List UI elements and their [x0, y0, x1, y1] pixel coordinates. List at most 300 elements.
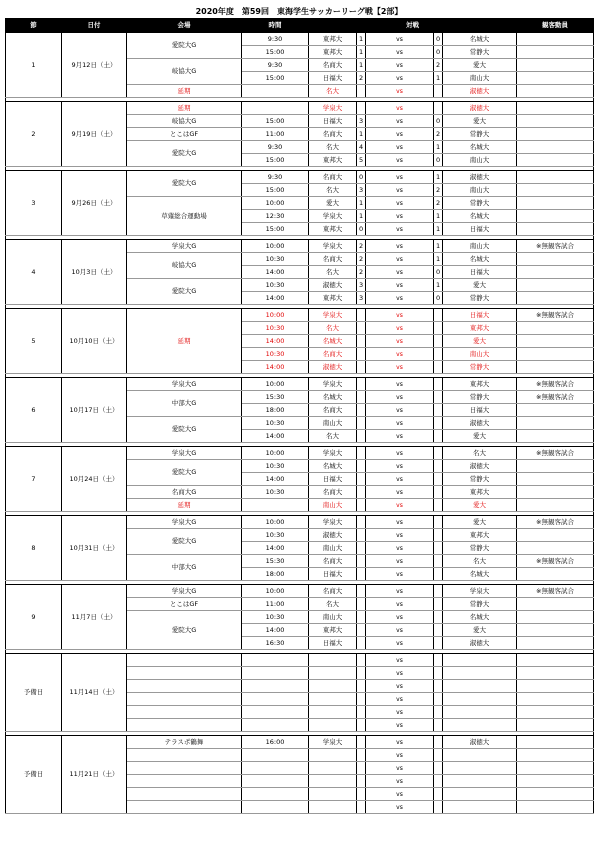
header-time: 時間: [242, 19, 309, 33]
away-team: 名城大: [443, 568, 517, 581]
away-team: 淑徳大: [443, 460, 517, 473]
venue-name: 中部大G: [127, 391, 242, 417]
header-section: 節: [6, 19, 62, 33]
venue-name: 学泉大G: [127, 585, 242, 598]
vs-label: vs: [366, 391, 434, 404]
home-team: 東邦大: [309, 223, 357, 236]
home-score: [357, 322, 366, 335]
away-score: [434, 460, 443, 473]
home-team: 学泉大: [309, 210, 357, 223]
home-team: 名大: [309, 598, 357, 611]
vs-label: vs: [366, 417, 434, 430]
kickoff-time: [242, 719, 309, 732]
home-team: 名城大: [309, 391, 357, 404]
venue-name: 愛院大G: [127, 33, 242, 59]
home-team: [309, 680, 357, 693]
vs-label: vs: [366, 210, 434, 223]
match-row: [6, 240, 594, 253]
home-score: [357, 499, 366, 512]
away-team: 名城大: [443, 33, 517, 46]
away-score: 0: [434, 292, 443, 305]
away-score: [434, 555, 443, 568]
vs-label: vs: [366, 693, 434, 706]
away-score: [434, 473, 443, 486]
match-date: 9月19日（土）: [62, 102, 127, 167]
kickoff-time: 10:00: [242, 197, 309, 210]
home-team: 名大: [309, 322, 357, 335]
home-score: [357, 788, 366, 801]
spectator-note: ※無観客試合: [517, 391, 594, 404]
kickoff-time: 15:00: [242, 223, 309, 236]
away-team: [443, 749, 517, 762]
away-score: [434, 568, 443, 581]
spectator-note: [517, 266, 594, 279]
away-score: 2: [434, 197, 443, 210]
away-team: 南山大: [443, 348, 517, 361]
home-team: 東邦大: [309, 292, 357, 305]
away-team: 日福大: [443, 223, 517, 236]
kickoff-time: 9:30: [242, 141, 309, 154]
match-row: [6, 654, 594, 667]
venue-name: 学泉大G: [127, 516, 242, 529]
home-score: [357, 654, 366, 667]
vs-label: vs: [366, 568, 434, 581]
spectator-note: [517, 706, 594, 719]
away-team: 南山大: [443, 240, 517, 253]
away-score: [434, 693, 443, 706]
vs-label: vs: [366, 240, 434, 253]
match-row: [6, 102, 594, 115]
spectator-note: [517, 85, 594, 98]
home-team: 愛大: [309, 197, 357, 210]
schedule-body: [6, 33, 594, 814]
venue-name: 名商大G: [127, 486, 242, 499]
away-team: 常静大: [443, 542, 517, 555]
section-number: 1: [6, 33, 62, 98]
home-score: [357, 430, 366, 443]
away-team: 愛大: [443, 115, 517, 128]
vs-label: vs: [366, 447, 434, 460]
kickoff-time: 10:00: [242, 585, 309, 598]
away-team: 淑徳大: [443, 102, 517, 115]
vs-label: vs: [366, 516, 434, 529]
header-row: [6, 19, 594, 33]
venue-name: 延期: [127, 102, 242, 115]
header-match: 対戦: [309, 19, 517, 33]
home-team: 名城大: [309, 335, 357, 348]
kickoff-time: 15:00: [242, 115, 309, 128]
home-team: [309, 654, 357, 667]
away-score: [434, 529, 443, 542]
kickoff-time: 10:30: [242, 529, 309, 542]
vs-label: vs: [366, 184, 434, 197]
section-number: 3: [6, 171, 62, 236]
home-score: 1: [357, 197, 366, 210]
spectator-note: [517, 568, 594, 581]
home-team: 名城大: [309, 460, 357, 473]
away-team: 名城大: [443, 611, 517, 624]
away-score: [434, 516, 443, 529]
venue-name: 草薙総合運動場: [127, 197, 242, 236]
home-team: [309, 693, 357, 706]
home-score: [357, 391, 366, 404]
vs-label: vs: [366, 197, 434, 210]
kickoff-time: [242, 654, 309, 667]
away-score: [434, 775, 443, 788]
away-team: 淑徳大: [443, 417, 517, 430]
home-score: [357, 473, 366, 486]
spectator-note: ※無観客試合: [517, 555, 594, 568]
venue-name: [127, 654, 242, 667]
vs-label: vs: [366, 486, 434, 499]
spectator-note: [517, 171, 594, 184]
vs-label: vs: [366, 529, 434, 542]
match-row: [6, 171, 594, 184]
away-score: 0: [434, 46, 443, 59]
home-score: [357, 460, 366, 473]
home-score: 0: [357, 171, 366, 184]
spectator-note: [517, 322, 594, 335]
away-score: 0: [434, 266, 443, 279]
spectator-note: [517, 279, 594, 292]
away-team: 常静大: [443, 46, 517, 59]
home-team: 日福大: [309, 115, 357, 128]
away-team: 淑徳大: [443, 637, 517, 650]
home-score: 3: [357, 292, 366, 305]
vs-label: vs: [366, 46, 434, 59]
spectator-note: [517, 542, 594, 555]
kickoff-time: 14:00: [242, 430, 309, 443]
section-number: 8: [6, 516, 62, 581]
away-team: 常静大: [443, 361, 517, 374]
away-score: [434, 706, 443, 719]
home-score: [357, 693, 366, 706]
home-team: 名大: [309, 141, 357, 154]
home-score: [357, 486, 366, 499]
venue-name: 愛院大G: [127, 460, 242, 486]
away-score: [434, 585, 443, 598]
spectator-note: [517, 775, 594, 788]
spectator-note: [517, 128, 594, 141]
spectator-note: [517, 499, 594, 512]
away-team: 愛大: [443, 499, 517, 512]
kickoff-time: [242, 801, 309, 814]
venue-name: 岐協大G: [127, 253, 242, 279]
match-row: [6, 516, 594, 529]
kickoff-time: 18:00: [242, 404, 309, 417]
kickoff-time: 14:00: [242, 292, 309, 305]
match-date: 10月24日（土）: [62, 447, 127, 512]
venue-name: 学泉大G: [127, 447, 242, 460]
home-team: 日福大: [309, 473, 357, 486]
vs-label: vs: [366, 128, 434, 141]
match-row: [6, 309, 594, 322]
home-team: [309, 706, 357, 719]
home-team: [309, 667, 357, 680]
kickoff-time: 10:30: [242, 348, 309, 361]
kickoff-time: [242, 749, 309, 762]
spectator-note: [517, 361, 594, 374]
home-team: 名大: [309, 85, 357, 98]
away-score: [434, 736, 443, 749]
venue-name: 愛院大G: [127, 529, 242, 555]
home-team: [309, 775, 357, 788]
away-score: [434, 499, 443, 512]
away-team: [443, 667, 517, 680]
home-score: [357, 637, 366, 650]
vs-label: vs: [366, 801, 434, 814]
away-team: 愛大: [443, 279, 517, 292]
venue-name: 中部大G: [127, 555, 242, 581]
away-team: 日福大: [443, 266, 517, 279]
spectator-note: [517, 404, 594, 417]
away-team: [443, 706, 517, 719]
away-team: 南山大: [443, 184, 517, 197]
away-team: 淑徳大: [443, 171, 517, 184]
spectator-note: [517, 598, 594, 611]
match-date: 11月7日（土）: [62, 585, 127, 650]
kickoff-time: 10:00: [242, 516, 309, 529]
away-team: 淑徳大: [443, 736, 517, 749]
home-team: 東邦大: [309, 154, 357, 167]
home-team: 東邦大: [309, 46, 357, 59]
spectator-note: [517, 72, 594, 85]
away-score: [434, 430, 443, 443]
vs-label: vs: [366, 555, 434, 568]
home-score: 1: [357, 33, 366, 46]
away-score: 2: [434, 128, 443, 141]
away-score: [434, 404, 443, 417]
home-team: [309, 762, 357, 775]
vs-label: vs: [366, 788, 434, 801]
vs-label: vs: [366, 624, 434, 637]
away-team: 名大: [443, 555, 517, 568]
vs-label: vs: [366, 72, 434, 85]
kickoff-time: 14:00: [242, 624, 309, 637]
section-number: 9: [6, 585, 62, 650]
home-score: 2: [357, 72, 366, 85]
vs-label: vs: [366, 115, 434, 128]
away-team: 東邦大: [443, 529, 517, 542]
away-score: [434, 335, 443, 348]
kickoff-time: 9:30: [242, 171, 309, 184]
home-team: 淑徳大: [309, 529, 357, 542]
vs-label: vs: [366, 154, 434, 167]
home-score: [357, 417, 366, 430]
vs-label: vs: [366, 141, 434, 154]
vs-label: vs: [366, 430, 434, 443]
vs-label: vs: [366, 404, 434, 417]
schedule-sheet: [5, 5, 593, 814]
away-score: 1: [434, 141, 443, 154]
vs-label: vs: [366, 292, 434, 305]
spectator-note: [517, 292, 594, 305]
away-score: 1: [434, 171, 443, 184]
away-team: [443, 693, 517, 706]
vs-label: vs: [366, 611, 434, 624]
spectator-note: [517, 529, 594, 542]
kickoff-time: [242, 775, 309, 788]
kickoff-time: 10:30: [242, 486, 309, 499]
vs-label: vs: [366, 667, 434, 680]
spectator-note: [517, 749, 594, 762]
kickoff-time: 15:00: [242, 184, 309, 197]
spectator-note: ※無観客試合: [517, 240, 594, 253]
vs-label: vs: [366, 654, 434, 667]
away-score: [434, 322, 443, 335]
home-team: 日福大: [309, 568, 357, 581]
spectator-note: [517, 253, 594, 266]
home-score: [357, 85, 366, 98]
kickoff-time: 10:30: [242, 611, 309, 624]
home-team: 名商大: [309, 486, 357, 499]
kickoff-time: [242, 762, 309, 775]
home-score: [357, 736, 366, 749]
match-date: 10月17日（土）: [62, 378, 127, 443]
away-score: 1: [434, 253, 443, 266]
home-score: 2: [357, 240, 366, 253]
home-team: 学泉大: [309, 447, 357, 460]
home-score: [357, 335, 366, 348]
section-number: 予備日: [6, 736, 62, 814]
vs-label: vs: [366, 473, 434, 486]
match-row: [6, 33, 594, 46]
away-score: [434, 654, 443, 667]
venue-name: 延期: [127, 85, 242, 98]
away-score: [434, 361, 443, 374]
venue-name: 学泉大G: [127, 240, 242, 253]
venue-name: 愛院大G: [127, 171, 242, 197]
away-score: [434, 680, 443, 693]
away-score: 1: [434, 240, 443, 253]
vs-label: vs: [366, 736, 434, 749]
match-row: [6, 447, 594, 460]
spectator-note: [517, 348, 594, 361]
home-score: 3: [357, 279, 366, 292]
match-date: 10月31日（土）: [62, 516, 127, 581]
spectator-note: [517, 736, 594, 749]
vs-label: vs: [366, 542, 434, 555]
vs-label: vs: [366, 499, 434, 512]
away-score: 1: [434, 210, 443, 223]
spectator-note: [517, 460, 594, 473]
away-score: [434, 102, 443, 115]
home-score: [357, 749, 366, 762]
venue-name: [127, 667, 242, 680]
spectator-note: ※無観客試合: [517, 585, 594, 598]
kickoff-time: 10:30: [242, 417, 309, 430]
spectator-note: [517, 473, 594, 486]
home-team: 学泉大: [309, 378, 357, 391]
away-team: 常静大: [443, 292, 517, 305]
home-score: [357, 447, 366, 460]
away-team: 淑徳大: [443, 85, 517, 98]
spectator-note: ※無観客試合: [517, 309, 594, 322]
spectator-note: [517, 762, 594, 775]
home-score: 1: [357, 46, 366, 59]
kickoff-time: 9:30: [242, 59, 309, 72]
home-score: [357, 680, 366, 693]
match-date: 9月26日（土）: [62, 171, 127, 236]
away-team: [443, 775, 517, 788]
home-score: [357, 542, 366, 555]
vs-label: vs: [366, 378, 434, 391]
away-score: [434, 486, 443, 499]
kickoff-time: 15:30: [242, 555, 309, 568]
spectator-note: [517, 115, 594, 128]
home-score: [357, 624, 366, 637]
venue-name: [127, 719, 242, 732]
section-number: 4: [6, 240, 62, 305]
home-team: [309, 749, 357, 762]
kickoff-time: 14:00: [242, 335, 309, 348]
kickoff-time: 12:30: [242, 210, 309, 223]
home-score: 3: [357, 184, 366, 197]
away-score: [434, 749, 443, 762]
venue-name: [127, 693, 242, 706]
away-team: 愛大: [443, 430, 517, 443]
spectator-note: [517, 33, 594, 46]
home-team: [309, 801, 357, 814]
kickoff-time: [242, 706, 309, 719]
home-team: 学泉大: [309, 309, 357, 322]
match-date: 11月14日（土）: [62, 654, 127, 732]
match-date: 11月21日（土）: [62, 736, 127, 814]
venue-name: 愛院大G: [127, 417, 242, 443]
vs-label: vs: [366, 309, 434, 322]
venue-name: 延期: [127, 499, 242, 512]
kickoff-time: 15:00: [242, 46, 309, 59]
vs-label: vs: [366, 85, 434, 98]
away-team: [443, 654, 517, 667]
spectator-note: [517, 59, 594, 72]
kickoff-time: [242, 693, 309, 706]
venue-name: [127, 680, 242, 693]
home-team: 名大: [309, 184, 357, 197]
page-title: 2020年度 第59回 東海学生サッカーリーグ戦【2部】: [195, 7, 403, 16]
match-date: 10月3日（土）: [62, 240, 127, 305]
away-score: [434, 637, 443, 650]
spectator-note: [517, 46, 594, 59]
away-score: [434, 85, 443, 98]
venue-name: [127, 706, 242, 719]
kickoff-time: 10:00: [242, 309, 309, 322]
home-score: [357, 404, 366, 417]
spectator-note: [517, 611, 594, 624]
kickoff-time: 11:00: [242, 598, 309, 611]
spectator-note: [517, 141, 594, 154]
away-team: 愛大: [443, 59, 517, 72]
vs-label: vs: [366, 171, 434, 184]
spectator-note: [517, 788, 594, 801]
spectator-note: [517, 486, 594, 499]
vs-label: vs: [366, 102, 434, 115]
away-score: [434, 348, 443, 361]
home-score: [357, 568, 366, 581]
header-staff: 観客動員: [517, 19, 594, 33]
home-score: 2: [357, 266, 366, 279]
away-score: [434, 417, 443, 430]
home-score: [357, 348, 366, 361]
home-score: 2: [357, 253, 366, 266]
home-score: 1: [357, 128, 366, 141]
kickoff-time: 14:00: [242, 473, 309, 486]
away-team: [443, 719, 517, 732]
home-team: 日福大: [309, 72, 357, 85]
section-number: 7: [6, 447, 62, 512]
kickoff-time: 15:00: [242, 154, 309, 167]
home-score: [357, 102, 366, 115]
